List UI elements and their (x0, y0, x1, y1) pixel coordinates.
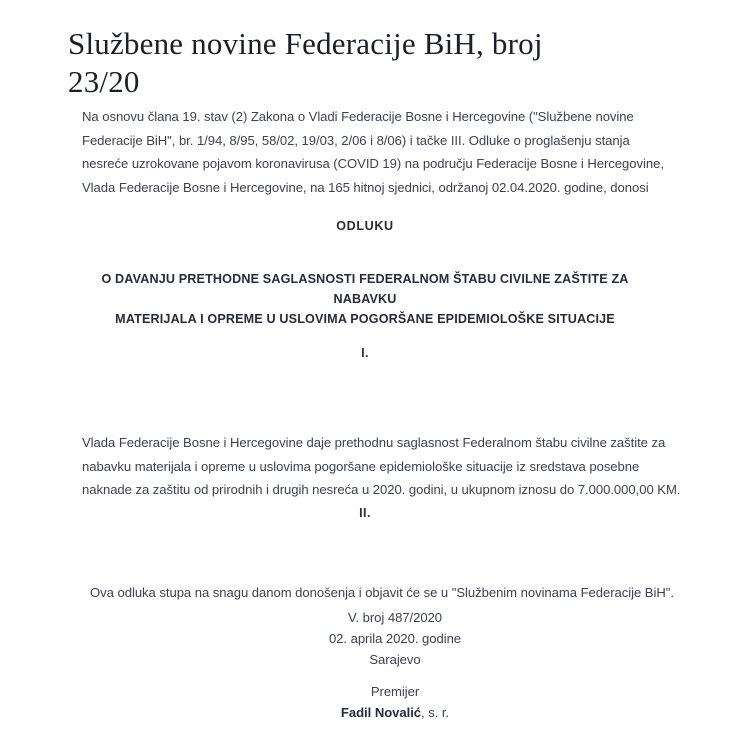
act-subject-line-1: O DAVANJU PRETHODNE SAGLASNOSTI FEDERALNOM ŠTABU CIVILNE ZAŠTITE ZA NABAVKU (101, 272, 629, 306)
page-title-line-1: Službene novine Federacije BiH, broj (68, 25, 543, 61)
signer-suffix: , s. r. (421, 705, 450, 720)
signer-role: Premijer (370, 684, 420, 699)
issuance-date: 02. aprila 2020. godine (328, 631, 462, 646)
issuance-block (0, 607, 730, 670)
signer-name: Fadil Novalić (340, 705, 422, 720)
page-title-line-2: 23/20 (68, 63, 140, 99)
section-numeral-2: II. (359, 506, 371, 520)
issuance-place: Sarajevo (369, 652, 421, 667)
section-numeral-1: I. (361, 346, 369, 360)
page-title (68, 25, 668, 101)
act-subject-line-2: MATERIJALA I OPREME U USLOVIMA POGORŠANE EPIDEMIOLOŠKE SITUACIJE (115, 312, 615, 326)
signer-line (0, 702, 730, 723)
act-subject-heading (75, 269, 655, 329)
act-type-heading: ODLUKU (336, 219, 394, 233)
section-text-2: Ova odluka stupa na snagu danom donošenja i objavit će se u "Službenim novinama Federacije BiH". (90, 585, 674, 601)
section-text-1: Vlada Federacije Bosne i Hercegovine daje prethodnu saglasnost Federalnom štabu civilne zaštite za nabavku materijala i opreme u uslovima pogoršane epidemiološke situacije iz sredstava posebne naknade za zaštitu od prirodnih i drugih nesreća u 2020. godini, u ukupnom iznosu do 7.000.000,00 KM. (82, 435, 681, 498)
issuance-number: V. broj 487/2020 (347, 610, 443, 625)
intro-paragraph: Na osnovu člana 19. stav (2) Zakona o Vladi Federacije Bosne i Hercegovine ("Službene novine Federacije BiH", br. 1/94, 8/95, 58/02, 19/03, 2/06 i 8/06) i tačke III. Odluke o proglašenju stanja nesreće uzrokovane pojavom koronavirusa (COVID 19) na području Federacije Bosne i Hercegovine, Vlada Federacije Bosne i Hercegovine, na 165 hitnoj sjednici, održanoj 02.04.2020. godine, donosi (82, 109, 664, 195)
signature-block (0, 681, 730, 723)
